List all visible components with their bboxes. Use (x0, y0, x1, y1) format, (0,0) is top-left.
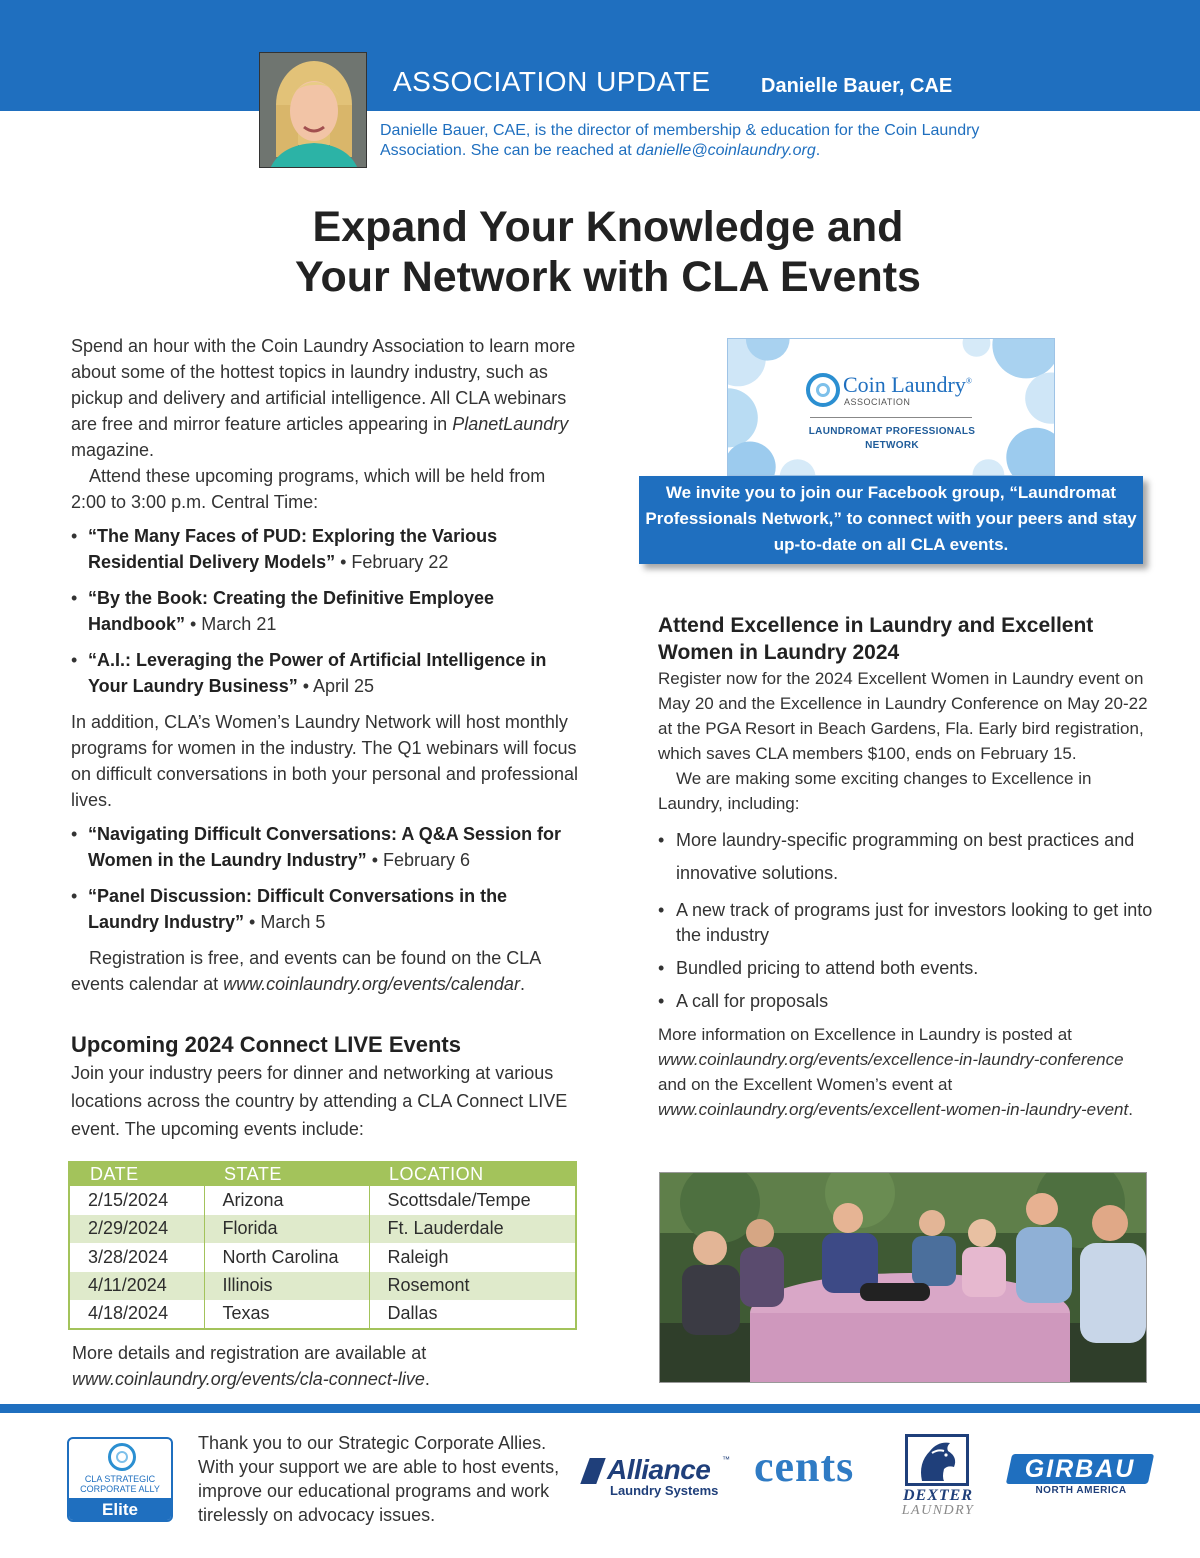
author-email-link[interactable]: danielle@coinlaundry.org (636, 142, 816, 159)
list-item: • A new track of programs just for investors looking to get into the industry (658, 898, 1153, 948)
cell-date: 4/11/2024 (69, 1272, 204, 1301)
cell-location: Dallas (387, 1303, 438, 1324)
schedule-paragraph: Attend these upcoming programs, which will be held from 2:00 to 3:00 p.m. Central Time: (71, 466, 546, 512)
registration-end: . (519, 974, 525, 994)
table-row (69, 1186, 576, 1215)
list-item: • Bundled pricing to attend both events. (658, 956, 1153, 981)
registration-paragraph (71, 945, 581, 997)
facebook-group-card[interactable] (727, 338, 1055, 476)
alliance-logo-sub: Laundry Systems (610, 1483, 719, 1498)
table-row (69, 1243, 576, 1272)
author-photo (259, 52, 367, 168)
events-table (68, 1161, 577, 1330)
table-row (69, 1300, 576, 1329)
excellence-paragraph: Register now for the 2024 Excellent Women in Laundry event on May 20 and the Excellence in Laundry Conference on May 20-22 at the PGA Resort in Beach Gardens, Fla. Early bird registration, which saves CLA members $100, ends on February 15. (658, 669, 1148, 763)
dexter-logo-name: DEXTER (902, 1487, 973, 1504)
details-end: . (424, 1369, 430, 1389)
webinar-list (71, 523, 581, 699)
webinar-date: • February 22 (335, 552, 449, 572)
elite-badge-line-1: CLA STRATEGIC (84, 1474, 156, 1484)
cla-ring-icon (108, 1443, 136, 1471)
cla-logo-name (843, 372, 972, 398)
bubble-decoration (728, 339, 1054, 475)
cell-state: Texas (204, 1300, 369, 1329)
list-item (71, 883, 581, 935)
excellence-heading: Attend Excellence in Laundry and Excellent Women in Laundry 2024 (658, 614, 1094, 664)
connect-live-heading: Upcoming 2024 Connect LIVE Events (71, 1032, 461, 1057)
list-item (71, 523, 581, 575)
elite-ally-badge (67, 1437, 173, 1522)
elite-badge-label: Elite (69, 1498, 171, 1522)
list-item: • More laundry-specific programming on best practices and innovative solutions. (658, 824, 1153, 890)
excellence-more-info (658, 1022, 1153, 1122)
cell-location: Raleigh (387, 1246, 449, 1267)
webinar-date: • March 5 (244, 912, 326, 932)
dexter-laundry-logo[interactable] (888, 1434, 988, 1522)
excellence-conference-link[interactable]: www.coinlaundry.org/events/excellence-in-laundry-conference (658, 1050, 1124, 1069)
webinar-title: “The Many Faces of PUD: Exploring the Various Residential Delivery Models” (88, 526, 498, 572)
cell-state: Arizona (204, 1186, 369, 1215)
page-title-line-2: Your Network with CLA Events (295, 253, 921, 301)
more-info-mid: and on the Excellent Women’s event at (658, 1075, 953, 1094)
sponsor-thanks: Thank you to our Strategic Corporate Allies. With your support we are able to host events, improve our educational programs and work tirelessly on advocacy issues. (198, 1433, 560, 1525)
alliance-logo-name: Alliance (607, 1454, 711, 1485)
details-text: More details and registration are available at (72, 1343, 427, 1363)
author-name: Danielle Bauer, CAE (761, 75, 953, 97)
girbau-logo-name: GIRBAU (1024, 1455, 1136, 1483)
intro-paragraph (71, 333, 581, 463)
alliance-logo-tm: ™ (722, 1455, 730, 1464)
cell-state: Illinois (204, 1272, 369, 1301)
excellence-changes-paragraph: We are making some exciting changes to Excellence in Laundry, including: (658, 769, 1092, 813)
cla-ring-icon (806, 373, 840, 407)
dexter-logo-sub: LAUNDRY (901, 1503, 975, 1518)
network-name-line-1: LAUNDROMAT PROFESSIONALS (808, 426, 976, 437)
girbau-logo[interactable] (1009, 1454, 1153, 1498)
alliance-laundry-logo[interactable] (585, 1454, 735, 1500)
webinar-title: “A.I.: Leveraging the Power of Artificial Intelligence in Your Laundry Business” (88, 650, 547, 696)
excellence-changes-list (658, 824, 1153, 1014)
cell-date: 3/28/2024 (69, 1243, 204, 1272)
footer-divider (0, 1404, 1200, 1413)
author-bio-end: . (815, 142, 821, 159)
list-item (71, 585, 581, 637)
webinar-date: • March 21 (185, 614, 277, 634)
table-header-row (69, 1162, 576, 1186)
webinar-title: “Navigating Difficult Conversations: A Q&A Session for Women in the Laundry Industry” (88, 824, 562, 870)
author-bio (380, 121, 980, 161)
page-title-line-1: Expand Your Knowledge and (312, 203, 904, 251)
right-column (658, 612, 1153, 1122)
connect-live-link[interactable]: www.coinlaundry.org/events/cla-connect-live (72, 1369, 425, 1389)
facebook-callout: We invite you to join our Facebook group, “Laundromat Professionals Network,” to connect with your peers and stay up-to-date on all CLA events. (639, 476, 1143, 564)
event-photo (659, 1172, 1147, 1383)
intro-text: Spend an hour with the Coin Laundry Association to learn more about some of the hottest topics in laundry industry, such as pickup and delivery and artificial intelligence. All CLA webinars are free and mirror feature articles appearing in (71, 336, 576, 434)
left-column (71, 333, 581, 1143)
webinar-date: • February 6 (366, 850, 471, 870)
horse-head-icon (905, 1434, 969, 1486)
intro-text-end: magazine. (71, 440, 155, 460)
column-title: ASSOCIATION UPDATE (393, 66, 711, 97)
cla-logo-association: ASSOCIATION (844, 397, 911, 407)
webinar-title: “Panel Discussion: Difficult Conversations in the Laundry Industry” (88, 886, 508, 932)
cell-location: Ft. Lauderdale (369, 1215, 576, 1244)
womens-webinar-list (71, 821, 581, 935)
logo-divider (810, 417, 972, 418)
author-bio-text: Danielle Bauer, CAE, is the director of membership & education for the Coin Laundry Association. She can be reached at (380, 122, 980, 159)
more-info-end: . (1128, 1100, 1133, 1119)
cla-logo-name-text: Coin Laundry (843, 372, 966, 397)
magazine-name: PlanetLaundry (452, 414, 569, 434)
cell-location: Scottsdale/Tempe (387, 1189, 531, 1210)
page-title (200, 202, 1016, 302)
girbau-logo-sub: NORTH AMERICA (1035, 1485, 1127, 1496)
connect-live-intro: Join your industry peers for dinner and networking at various locations across the country by attending a CLA Connect LIVE event. The upcoming events include: (71, 1063, 568, 1139)
elite-badge-line-2: CORPORATE ALLY (80, 1484, 160, 1494)
column-header-date: DATE (69, 1162, 204, 1186)
registration-text: Registration is free, and events can be found on the CLA events calendar at (71, 948, 541, 994)
webinar-date: • April 25 (297, 676, 375, 696)
cell-date: 2/15/2024 (69, 1186, 204, 1215)
cell-date: 2/29/2024 (69, 1215, 204, 1244)
cla-logo-registered: ® (965, 376, 972, 386)
womens-network-paragraph: In addition, CLA’s Women’s Laundry Network will host monthly programs for women in the industry. The Q1 webinars will focus on difficult conversations in both your personal and professional lives. (71, 712, 578, 810)
connect-live-details (72, 1340, 582, 1392)
column-header-location: LOCATION (369, 1162, 576, 1186)
column-header-state: STATE (204, 1162, 369, 1186)
cell-date: 4/18/2024 (69, 1300, 204, 1329)
list-item: • A call for proposals (658, 989, 1153, 1014)
cell-state: Florida (204, 1215, 369, 1244)
webinar-title: “By the Book: Creating the Definitive Employee Handbook” (88, 588, 495, 634)
cents-logo[interactable]: cents (754, 1442, 855, 1491)
cell-location: Rosemont (369, 1272, 576, 1301)
more-info-text: More information on Excellence in Laundry is posted at (658, 1025, 1072, 1044)
list-item (71, 647, 581, 699)
table-row (69, 1272, 576, 1301)
excellent-women-link[interactable]: www.coinlaundry.org/events/excellent-women-in-laundry-event (658, 1100, 1129, 1119)
network-name-line-2: NETWORK (865, 440, 919, 451)
list-item (71, 821, 581, 873)
calendar-link[interactable]: www.coinlaundry.org/events/calendar (223, 974, 520, 994)
table-row (69, 1215, 576, 1244)
alliance-slash-icon (580, 1458, 605, 1484)
cell-state: North Carolina (204, 1243, 369, 1272)
